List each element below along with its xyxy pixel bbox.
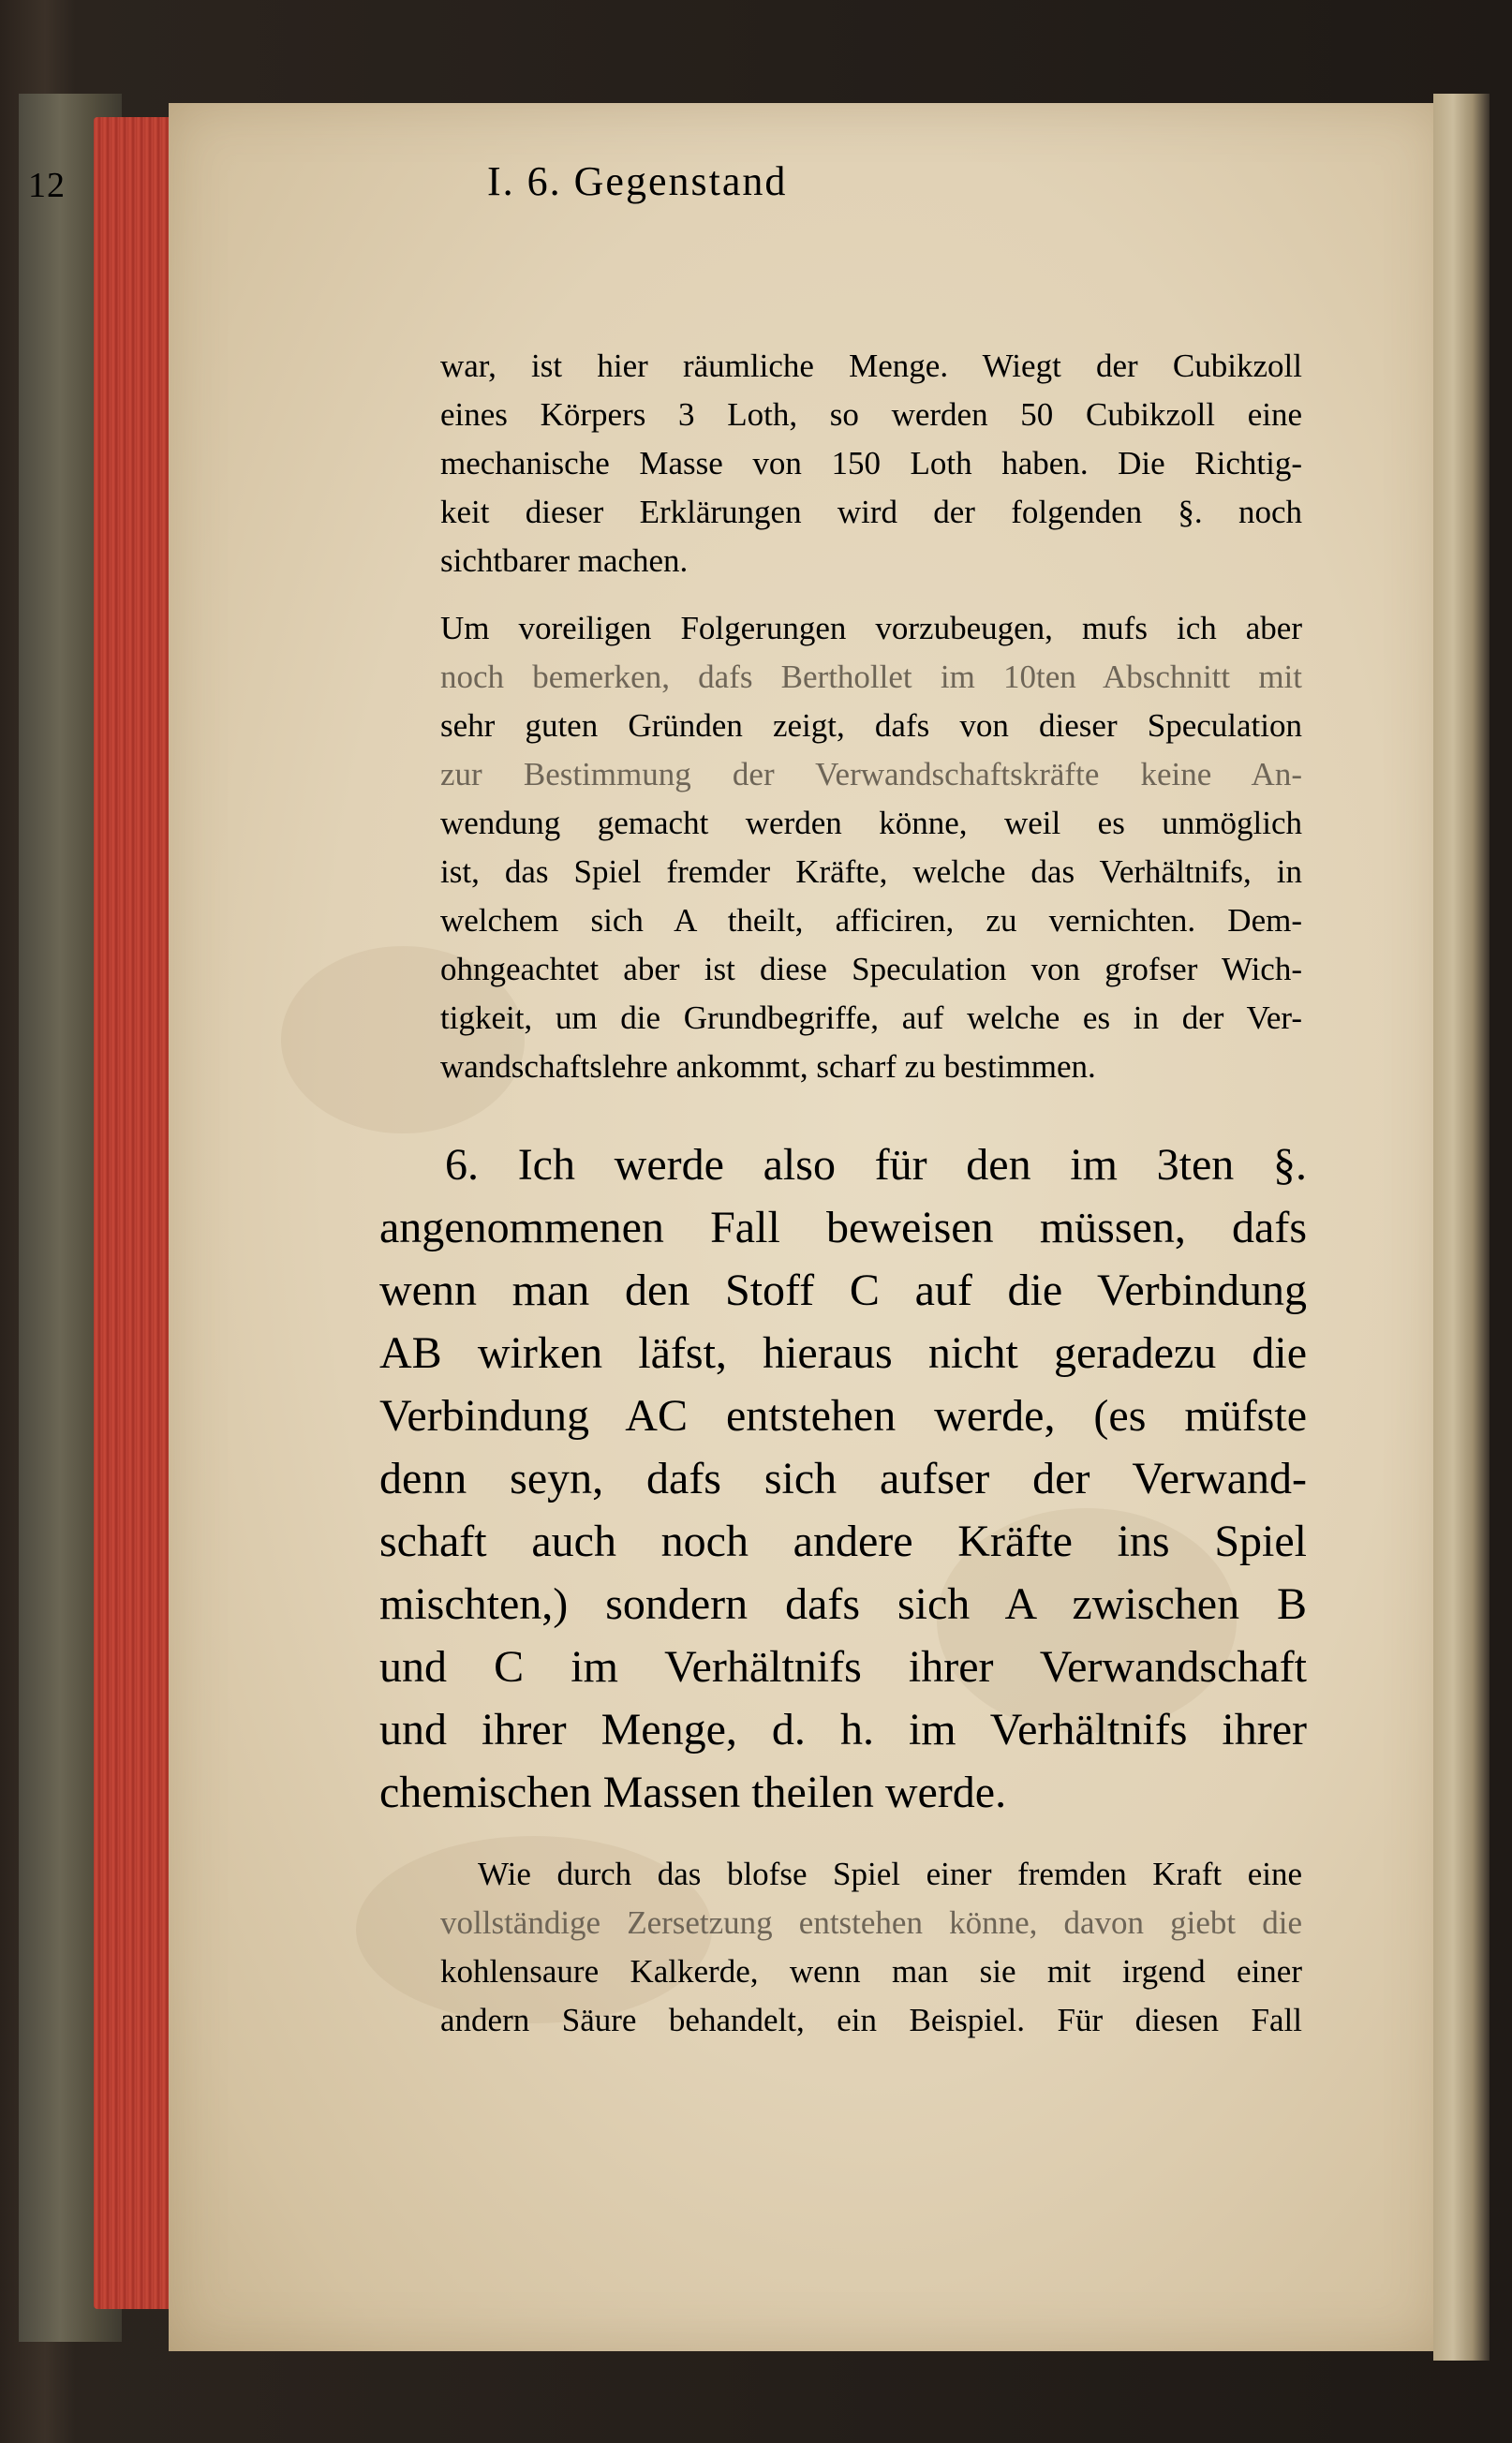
text-line: keit dieser Erklärungen wird der folgenden §. noch — [440, 494, 1302, 530]
paragraph-1 — [440, 342, 1302, 585]
text-line: andern Säure behandelt, ein Beispiel. Für diesen Fall — [440, 2002, 1302, 2038]
paragraph-2 — [440, 604, 1302, 1091]
text-line: mischten,) sondern dafs sich A zwischen B — [379, 1579, 1307, 1629]
text-line: kohlensaure Kalkerde, wenn man sie mit irgend einer — [440, 1953, 1302, 1990]
text-line: chemischen Massen theilen werde. — [379, 1768, 1007, 1817]
text-line: ohngeachtet aber ist diese Speculation von grofser Wich- — [440, 951, 1302, 987]
text-line: 6. Ich werde also für den im 3ten §. — [445, 1140, 1307, 1190]
text-line: noch bemerken, dafs Berthollet im 10ten Abschnitt mit — [440, 659, 1302, 695]
right-page-edge — [1433, 94, 1490, 2361]
text-line: eines Körpers 3 Loth, so werden 50 Cubikzoll eine — [440, 396, 1302, 433]
text-line: Um voreiligen Folgerungen vorzubeugen, mufs ich aber — [440, 610, 1302, 646]
text-line: welchem sich A theilt, afficiren, zu vernichten. Dem- — [440, 902, 1302, 939]
text-line: vollständige Zersetzung entstehen könne, davon giebt die — [440, 1904, 1302, 1941]
text-line: mechanische Masse von 150 Loth haben. Die Richtig- — [440, 445, 1302, 481]
text-line: wendung gemacht werden könne, weil es unmöglich — [440, 805, 1302, 841]
text-line: AB wirken läfst, hieraus nicht geradezu die — [379, 1328, 1307, 1378]
text-line: sichtbarer machen. — [440, 542, 689, 579]
paragraph-3 — [379, 1133, 1307, 1824]
text-line: wandschaftslehre ankommt, scharf zu bestimmen. — [440, 1048, 1096, 1085]
text-line: wenn man den Stoff C auf die Verbindung — [379, 1266, 1307, 1315]
text-line: sehr guten Gründen zeigt, dafs von dieser Speculation — [440, 707, 1302, 744]
text-line: denn seyn, dafs sich aufser der Verwand- — [379, 1454, 1307, 1503]
text-line: ist, das Spiel fremder Kräfte, welche das Verhältnifs, in — [440, 853, 1302, 890]
text-line: und C im Verhältnifs ihrer Verwandschaft — [379, 1642, 1307, 1692]
text-line: und ihrer Menge, d. h. im Verhältnifs ihrer — [379, 1705, 1307, 1755]
red-page-edge — [94, 117, 178, 2309]
text-line: schaft auch noch andere Kräfte ins Spiel — [379, 1517, 1307, 1566]
text-line: tigkeit, um die Grundbegriffe, auf welche es in der Ver- — [440, 999, 1302, 1036]
text-line: war, ist hier räumliche Menge. Wiegt der Cubikzoll — [440, 348, 1302, 384]
text-line: angenommenen Fall beweisen müssen, dafs — [379, 1203, 1307, 1252]
paragraph-4 — [440, 1850, 1302, 2045]
text-line: zur Bestimmung der Verwandschaftskräfte keine An- — [440, 756, 1302, 792]
text-line: Wie durch das blofse Spiel einer fremden Kraft eine — [478, 1856, 1302, 1892]
text-line: Verbindung AC entstehen werde, (es müfste — [379, 1391, 1307, 1441]
page-number: 12 — [28, 166, 66, 205]
running-head: I. 6. Gegenstand — [487, 158, 788, 204]
